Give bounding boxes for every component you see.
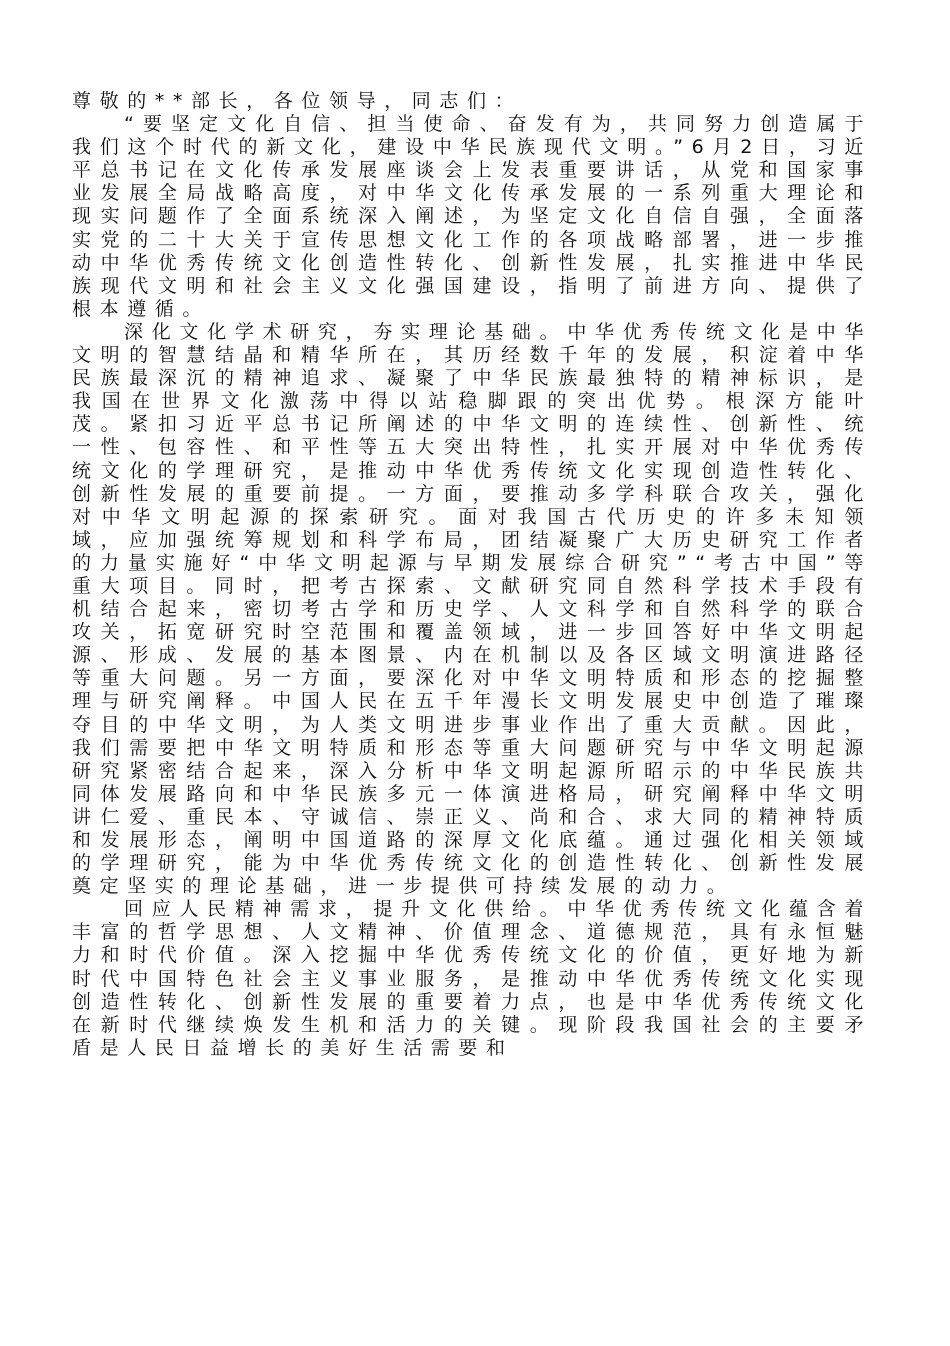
document-body [72,90,872,1060]
salutation: 尊敬的**部长，各位领导，同志们： [72,90,523,112]
paragraph-intro: “要坚定文化自信、担当使命、奋发有为，共同努力创造属于我们这个时代的新文化，建设中华民族现代文明。”6月2日，习近平总书记在文化传承发展座谈会上发表重要讲话，从党和国家事业发展全局战略高度，对中华文化传承发展的一系列重大理论和现实问题作了全面系统深入阐述，为坚定文化自信自强，全面落实党的二十大关于宣传思想文化工作的各项战略部署，进一步推动中华优秀传统文化创造性转化、创新性发展，扎实推进中华民族现代文明和社会主义文化强国建设，指明了前进方向、提供了根本遵循。 [72,113,872,320]
paragraph-cultural-supply: 回应人民精神需求，提升文化供给。中华优秀传统文化蕴含着丰富的哲学思想、人文精神、价值理念、道德规范，具有永恒魅力和时代价值。深入挖掘中华优秀传统文化的价值，更好地为新时代中国特色社会主义事业服务，是推动中华优秀传统文化实现创造性转化、创新性发展的重要着力点，也是中华优秀传统文化在新时代继续焕发生机和活力的关键。现阶段我国社会的主要矛盾是人民日益增长的美好生活需要和 [72,898,872,1059]
paragraph-academic-research: 深化文化学术研究，夯实理论基础。中华优秀传统文化是中华文明的智慧结晶和精华所在，其历经数千年的发展，积淀着中华民族最深沉的精神追求、凝聚了中华民族最独特的精神标识，是我国在世界文化激荡中得以站稳脚跟的突出优势。根深方能叶茂。紧扣习近平总书记所阐述的中华文明的连续性、创新性、统一性、包容性、和平性等五大突出特性，扎实开展对中华优秀传统文化的学理研究，是推动中华优秀传统文化实现创造性转化、创新性发展的重要前提。一方面，要推动多学科联合攻关，强化对中华文明起源的探索研究。面对我国古代历史的许多未知领域，应加强统筹规划和科学布局，团结凝聚广大历史研究工作者的力量实施好“中华文明起源与早期发展综合研究”“考古中国”等重大项目。同时，把考古探索、文献研究同自然科学技术手段有机结合起来，密切考古学和历史学、人文科学和自然科学的联合攻关，拓宽研究时空范围和覆盖领域，进一步回答好中华文明起源、形成、发展的基本图景、内在机制以及各区域文明演进路径等重大问题。另一方面，要深化对中华文明特质和形态的挖掘整理与研究阐释。中国人民在五千年漫长文明发展史中创造了璀璨夺目的中华文明，为人类文明进步事业作出了重大贡献。因此，我们需要把中华文明特质和形态等重大问题研究与中华文明起源研究紧密结合起来，深入分析中华文明起源所昭示的中华民族共同体发展路向和中华民族多元一体演进格局，研究阐释中华文明讲仁爱、重民本、守诚信、崇正义、尚和合、求大同的精神特质和发展形态，阐明中国道路的深厚文化底蕴。通过强化相关领域的学理研究，能为中华优秀传统文化的创造性转化、创新性发展奠定坚实的理论基础，进一步提供可持续发展的动力。 [72,320,872,898]
